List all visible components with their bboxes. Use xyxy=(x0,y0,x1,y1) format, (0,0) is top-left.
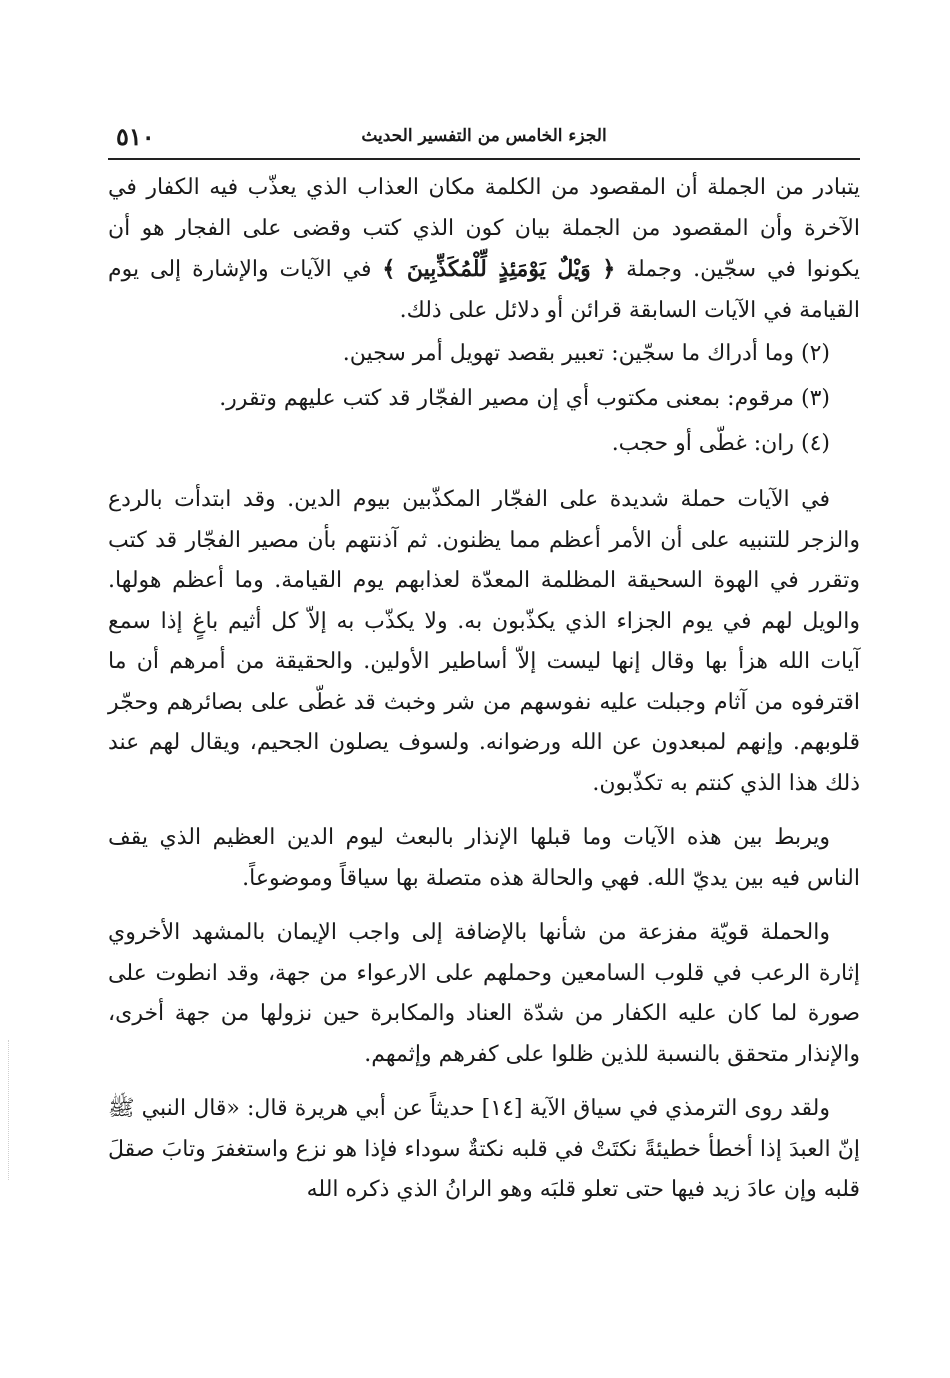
paragraph: ويربط بين هذه الآيات وما قبلها الإنذار بالبعث ليوم الدين العظيم الذي يقف الناس فيه بين يديّ الله. فهي والحالة هذه متصلة بها سياقاً وموضوعاً. xyxy=(108,825,860,891)
note-item: (٣) مرقوم: بمعنى مكتوب أي إن مصير الفجّار قد كتب عليهم وتقرر. xyxy=(219,386,830,411)
paragraph: والحملة قويّة مفزعة من شأنها بالإضافة إلى واجب الإيمان بالمشهد الأخروي إثارة الرعب في قلوب السامعين وحملهم على الارعواء من جهة، وقد انطوت على صورة لما كان عليه الكفار من شدّة العناد والمكابرة حين نزولها من جهة أخرى، والإنذار متحقق بالنسبة للذين ظلوا على كفرهم وإثمهم. xyxy=(108,920,860,1067)
book-page xyxy=(108,118,860,1211)
quran-verse: ﴿ وَيْلٌ يَوْمَئِذٍ لِّلْمُكَذِّبِينَ ﴾ xyxy=(382,256,616,282)
paragraph xyxy=(108,168,860,331)
page-number: ٥١٠ xyxy=(116,122,155,151)
note-item: (٢) وما أدراك ما سجّين: تعبير بقصد تهويل أمر سجين. xyxy=(342,341,830,366)
note-item: (٤) ران: غطّى أو حجب. xyxy=(611,431,830,456)
paragraph: ولقد روى الترمذي في سياق الآية [١٤] حديثاً عن أبي هريرة قال: «قال النبي ﷺ إنّ العبدَ إذا أخطأ خطيئةً نكتَتْ في قلبه نكتةٌ سوداء فإذا هو نزع واستغفرَ وتابَ صقلَ قلبه وإن عادَ زيد فيها حتى تعلو قلبَه وهو الرانُ الذي ذكره الله xyxy=(108,1096,860,1202)
paragraph-text: يتبادر من الجملة أن المقصود من الكلمة مكان العذاب الذي يعذّب فيه الكفار في الآخرة وأن المقصود من الجملة بيان كون الذي كتب وقضى على الفجار هو أن يكونوا في سجّين. وجملة xyxy=(108,175,861,282)
page-header xyxy=(108,118,860,160)
running-title: الجزء الخامس من التفسير الحديث xyxy=(361,126,607,146)
paragraph-text: في الآيات والإشارة إلى يوم القيامة في الآيات السابقة قرائن أو دلائل على ذلك. xyxy=(108,257,860,323)
page-content xyxy=(108,168,860,1211)
scan-margin-line xyxy=(8,1040,10,1180)
paragraph: في الآيات حملة شديدة على الفجّار المكذّبين بيوم الدين. وقد ابتدأت بالردع والزجر للتنبيه على أن الأمر أعظم مما يظنون. ثم آذنتهم بأن مصير الفجّار قد كتب وتقرر في الهوة السحيقة المظلمة المعدّة لعذابهم يوم القيامة. وما أعظم هولها. والويل لهم في يوم الجزاء الذي يكذّبون به. ولا يكذّب به إلاّ كل أثيم باغٍ إذا سمع آيات الله هزأ بها وقال إنها ليست إلاّ أساطير الأولين. والحقيقة من أمرهم أن ما اقترفوه من آثام وجبلت عليه نفوسهم من شر وخبث قد غطّى على بصائرهم وحجّر قلوبهم. وإنهم لمبعدون عن الله ورضوانه. ولسوف يصلون الجحيم، ويقال لهم عند ذلك هذا الذي كنتم به تكذّبون. xyxy=(108,487,861,796)
